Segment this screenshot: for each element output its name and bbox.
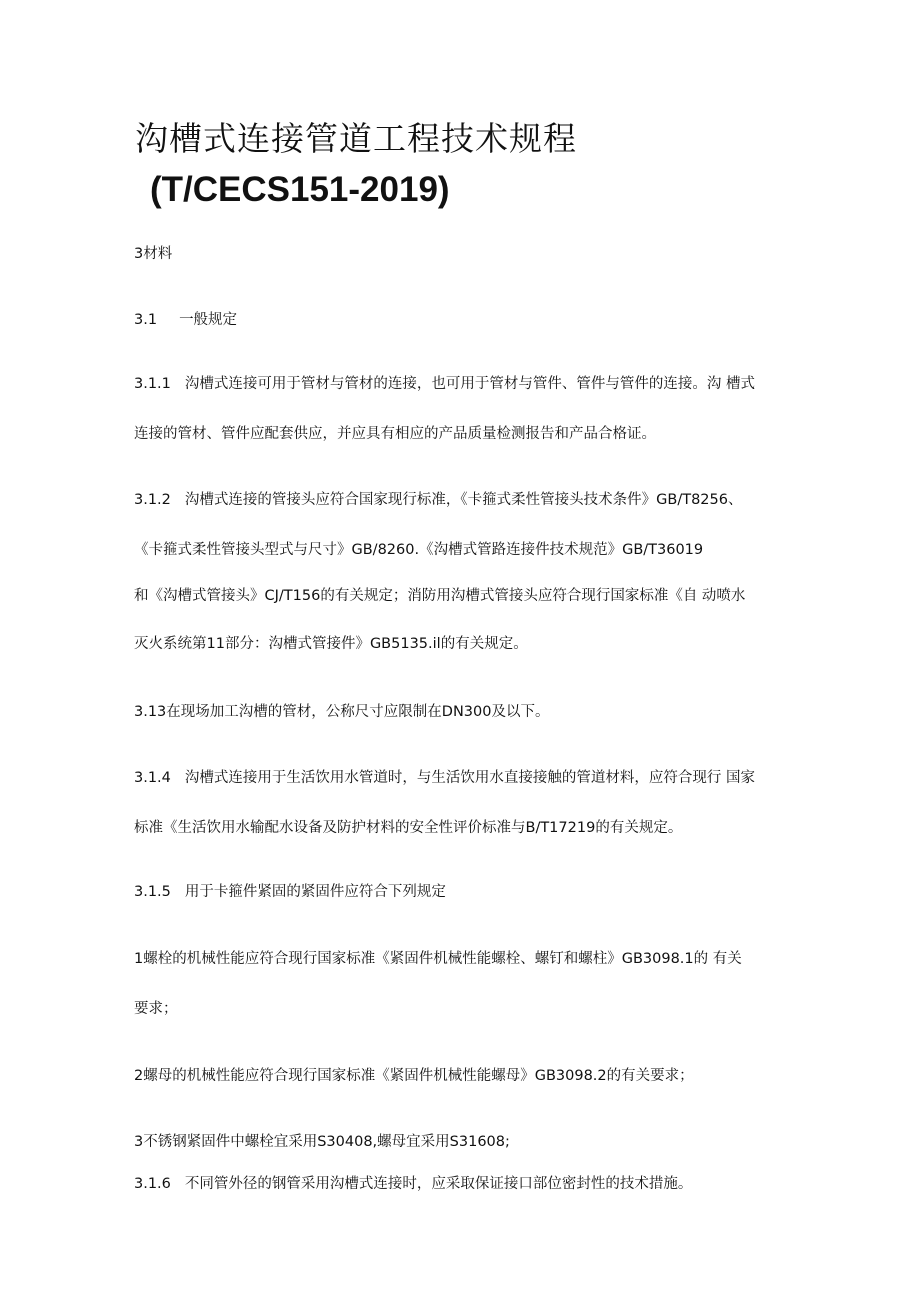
list-item-1-line2: 要求； (134, 1001, 178, 1017)
clause-text: 不同管外径的钢管采用沟槽式连接时，应采取保证接口部位密封性的技术措施。 (184, 1176, 693, 1192)
clause-number: 3.1.2 (134, 492, 171, 508)
chapter-heading: 3材料 (134, 246, 173, 262)
document-code: (T/CECS151-2019) (150, 170, 450, 209)
list-item-3: 3不锈钢紧固件中螺栓宜采用S30408,螺母宜采用S31608; (134, 1134, 510, 1150)
clause-text: 沟槽式连接的管接头应符合国家现行标准，《卡箍式柔性管接头技术条件》GB/T8256、 (184, 492, 743, 508)
clause-3-1-1-line1 (134, 374, 794, 394)
clause-number: 3.1.5 (134, 884, 171, 900)
clause-3-1-2-line4: 灭火系统第11部分：沟槽式管接件》GB5135.il的有关规定。 (134, 636, 528, 652)
section-number: 3.1 (134, 312, 158, 328)
clause-number: 3.1.1 (134, 376, 171, 392)
clause-text: 沟槽式连接用于生活饮用水管道时，与生活饮用水直接接触的管道材料，应符合现行 国家 (184, 770, 756, 786)
clause-3-1-1-line2: 连接的管材、管件应配套供应，并应具有相应的产品质量检测报告和产品合格证。 (134, 426, 656, 442)
clause-3-1-2-line3: 和《沟槽式管接头》CJ/T156的有关规定；消防用沟槽式管接头应符合现行国家标准《自 动喷水 (134, 588, 746, 604)
section-heading (134, 310, 794, 330)
clause-3-1-4-line1 (134, 768, 794, 788)
clause-number: 3.1.4 (134, 770, 171, 786)
document-title: 沟槽式连接管道工程技术规程 (135, 119, 577, 158)
clause-text: 沟槽式连接可用于管材与管材的连接，也可用于管材与管件、管件与管件的连接。沟 槽式 (184, 376, 756, 392)
list-item-1-line1: 1螺栓的机械性能应符合现行国家标准《紧固件机械性能螺栓、螺钉和螺柱》GB3098.1的 有关 (134, 951, 742, 967)
clause-3-1-4-line2: 标准《生活饮用水输配水设备及防护材料的安全性评价标准与B/T17219的有关规定。 (134, 820, 683, 836)
clause-3-1-2-line1 (134, 490, 794, 510)
clause-3-1-6 (134, 1174, 794, 1194)
clause-text: 用于卡箍件紧固的紧固件应符合下列规定 (184, 884, 446, 900)
clause-3-1-5 (134, 882, 794, 902)
list-item-2: 2螺母的机械性能应符合现行国家标准《紧固件机械性能螺母》GB3098.2的有关要求； (134, 1068, 694, 1084)
clause-3-1-3: 3.13在现场加工沟槽的管材，公称尺寸应限制在DN300及以下。 (134, 704, 550, 720)
clause-number: 3.1.6 (134, 1176, 171, 1192)
clause-3-1-2-line2: 《卡箍式柔性管接头型式与尺寸》GB/8260.《沟槽式管路连接件技术规范》GB/T36019 (134, 542, 704, 558)
section-title: 一般规定 (179, 312, 238, 328)
